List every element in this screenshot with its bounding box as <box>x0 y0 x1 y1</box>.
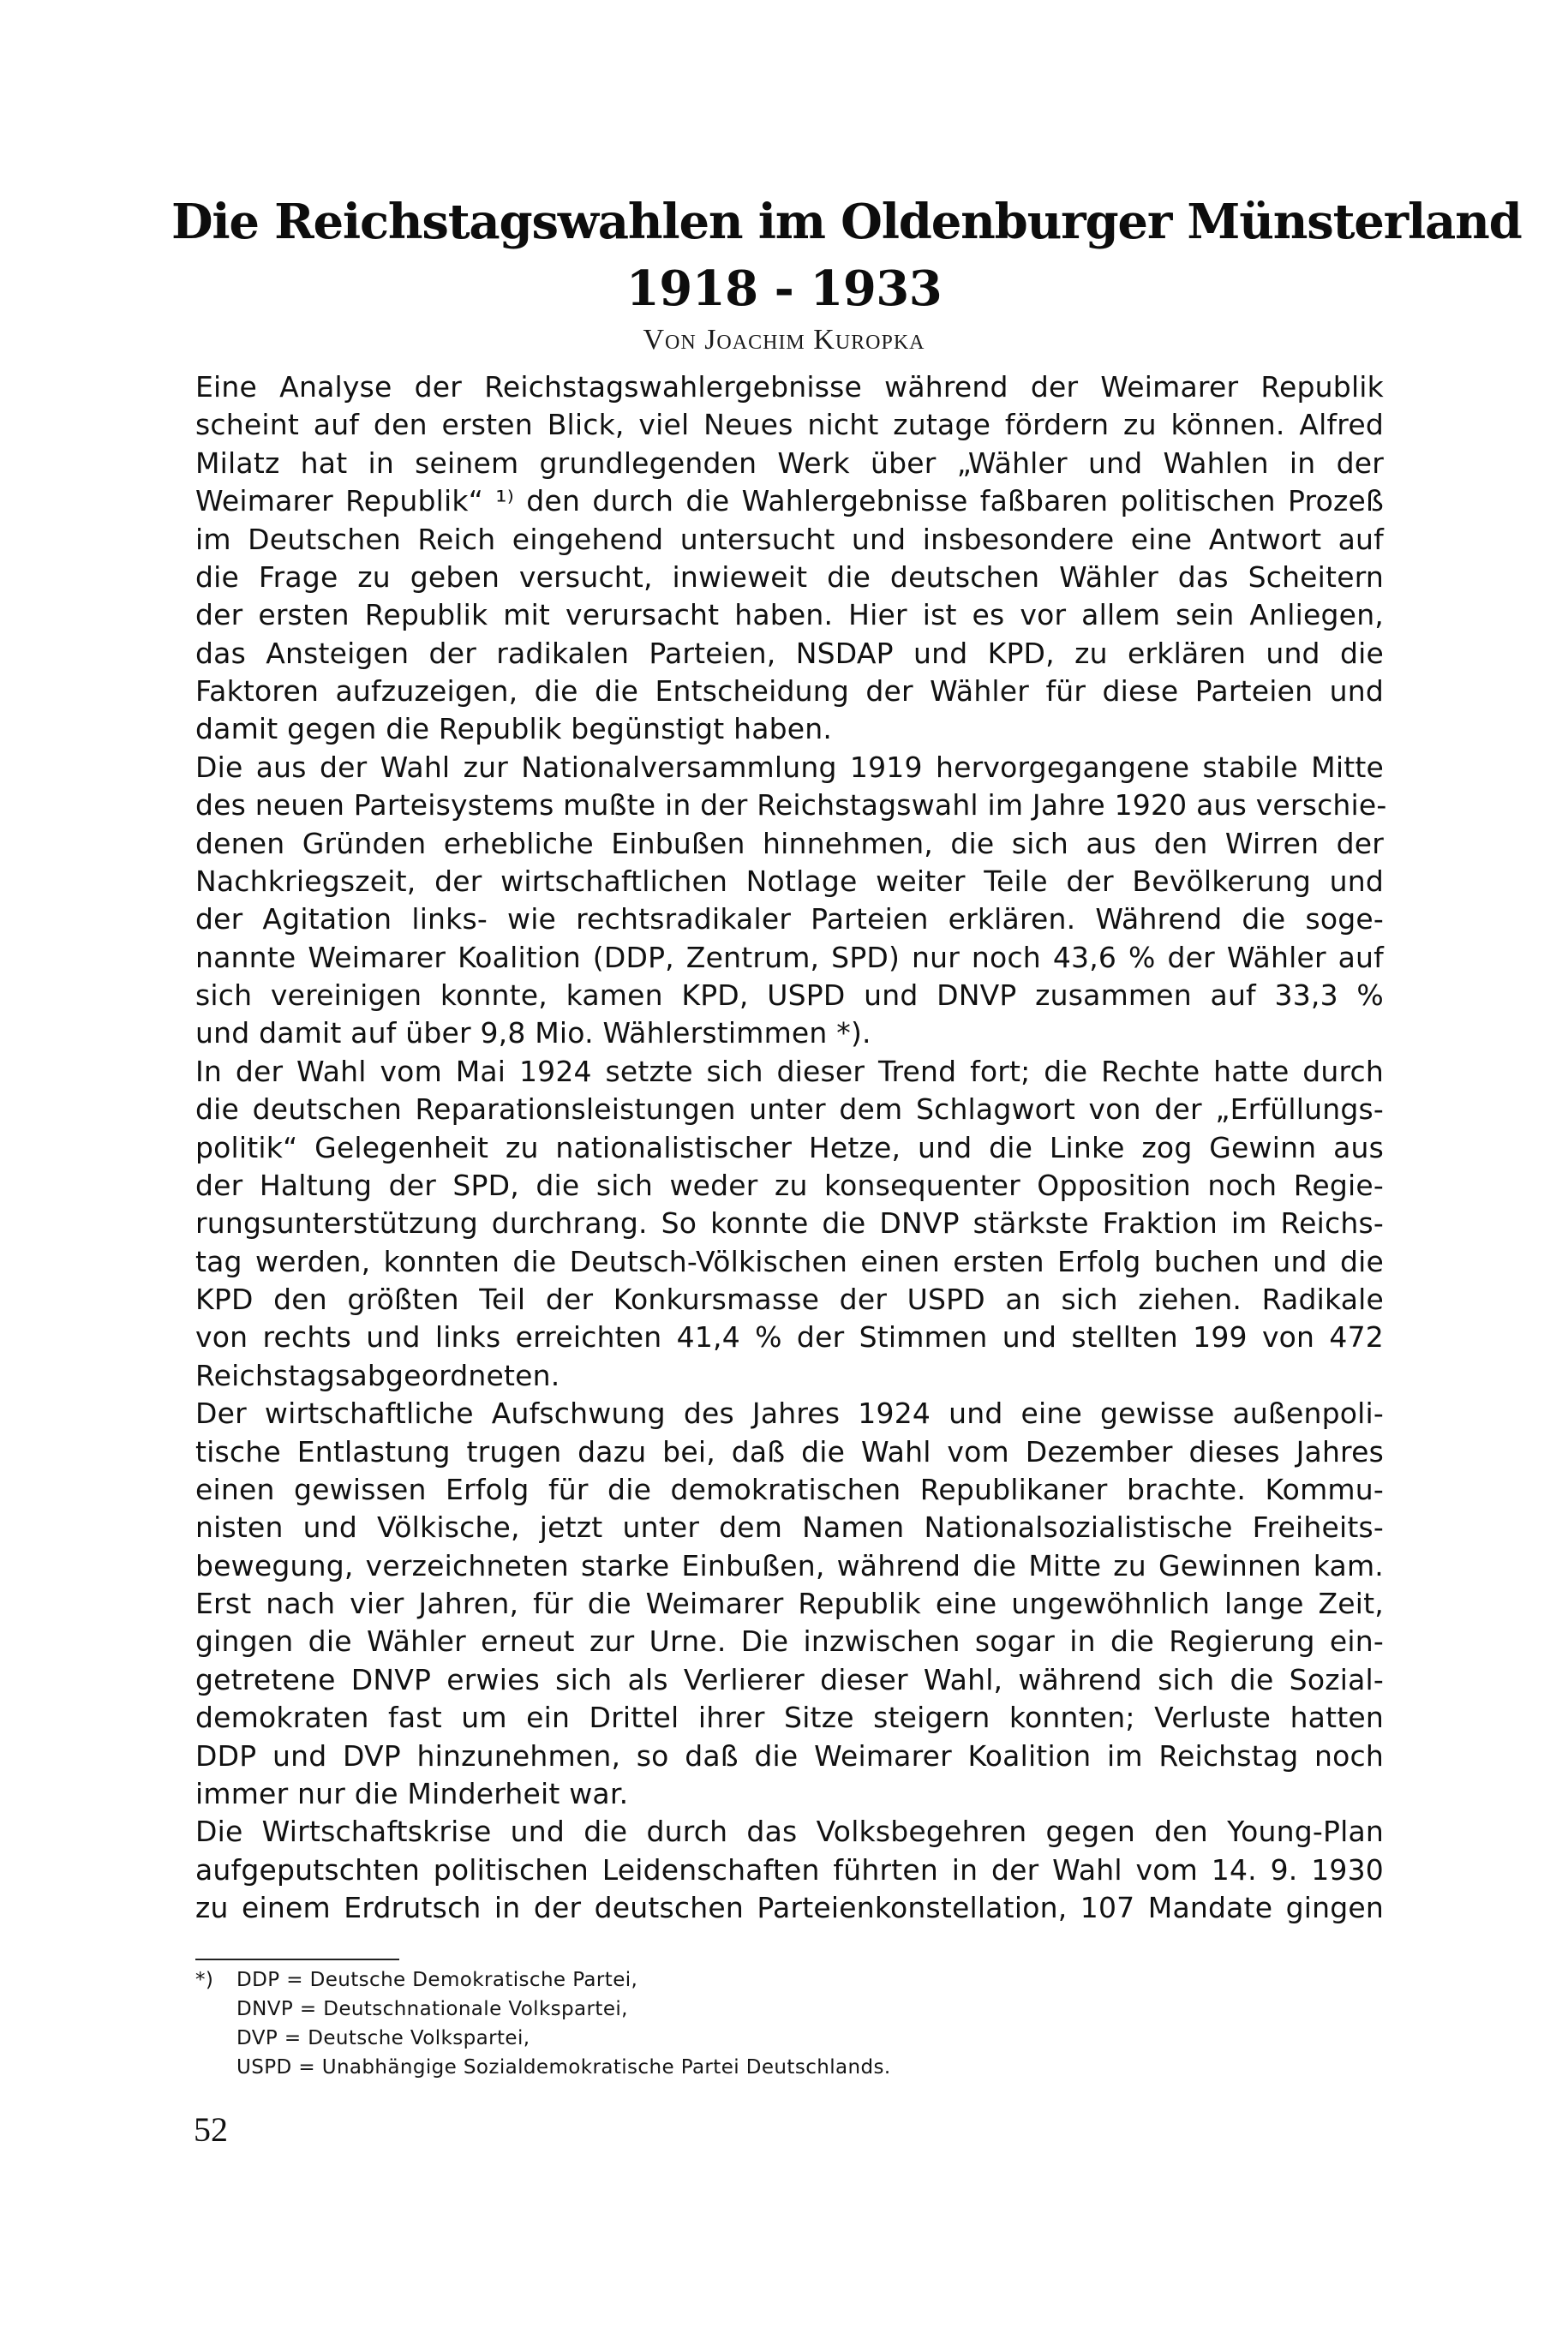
footnote-text: DDP = Deutsche Demokratische Partei, <box>236 1969 638 1991</box>
text-line: Die aus der Wahl zur Nationalversammlung 1919 hervorgegangene stabile Mitte <box>195 750 1384 784</box>
text-line: immer nur die Minderheit war. <box>195 1776 629 1810</box>
text-line: einen gewissen Erfolg für die demokratischen Republikaner brachte. Kommu- <box>195 1472 1384 1506</box>
page-number: 52 <box>194 2110 228 2149</box>
text-line: zu einem Erdrutsch in der deutschen Parteienkonstellation, 107 Mandate gingen <box>195 1891 1384 1924</box>
footnote-line <box>195 2053 1224 2082</box>
text-line: der Haltung der SPD, die sich weder zu konsequenter Opposition noch Regie- <box>195 1168 1384 1202</box>
text-line: Eine Analyse der Reichstagswahlergebnisse während der Weimarer Republik <box>195 370 1384 404</box>
text-line: denen Gründen erhebliche Einbußen hinnehmen, die sich aus den Wirren der <box>195 826 1384 860</box>
text-line: gingen die Wähler erneut zur Urne. Die inzwischen sogar in die Regierung ein- <box>195 1624 1384 1659</box>
text-line: von rechts und links erreichten 41,4 % der Stimmen und stellten 199 von 472 <box>195 1320 1384 1355</box>
text-line: demokraten fast um ein Drittel ihrer Sitze steigern konnten; Verluste hatten <box>195 1701 1384 1735</box>
footnote-text: DNVP = Deutschnationale Volkspartei, <box>236 1998 628 2020</box>
text-line: In der Wahl vom Mai 1924 setzte sich dieser Trend fort; die Rechte hatte durch <box>195 1054 1384 1088</box>
text-line: das Ansteigen der radikalen Parteien, NSDAP und KPD, zu erklären und die <box>195 636 1384 670</box>
text-line: sich vereinigen konnte, kamen KPD, USPD und DNVP zusammen auf 33,3 % <box>195 978 1384 1012</box>
text-line: Die Wirtschaftskrise und die durch das Volksbegehren gegen den Young-Plan <box>195 1815 1384 1849</box>
footnote-text: DVP = Deutsche Volkspartei, <box>236 2027 530 2049</box>
text-line: Weimarer Republik“ ¹⁾ den durch die Wahlergebnisse faßbaren politischen Prozeß <box>195 484 1384 518</box>
text-line: scheint auf den ersten Blick, viel Neues nicht zutage fördern zu können. Alfred <box>195 408 1384 442</box>
text-line: Faktoren aufzuzeigen, die die Entscheidung der Wähler für diese Parteien und <box>195 674 1384 708</box>
text-line: die deutschen Reparationsleistungen unter dem Schlagwort von der „Erfüllungs- <box>195 1092 1384 1127</box>
text-line: der Agitation links- wie rechtsradikaler Parteien erklären. Während die soge- <box>195 902 1384 936</box>
text-line: Reichstagsabgeordneten. <box>195 1358 560 1392</box>
text-line: und damit auf über 9,8 Mio. Wählerstimmen *). <box>195 1016 871 1050</box>
text-line: KPD den größten Teil der Konkursmasse der USPD an sich ziehen. Radikale <box>195 1283 1384 1316</box>
text-line: des neuen Parteisystems mußte in der Reichstagswahl im Jahre 1920 aus verschie- <box>195 788 1387 823</box>
text-line: Nachkriegszeit, der wirtschaftlichen Notlage weiter Teile der Bevölkerung und <box>195 864 1384 898</box>
text-line: DDP und DVP hinzunehmen, so daß die Weimarer Koalition im Reichstag noch <box>195 1738 1384 1773</box>
footnote-divider <box>195 1959 399 1960</box>
article-title: Die Reichstagswahlen im Oldenburger Münsterland <box>171 194 1522 250</box>
text-line: die Frage zu geben versucht, inwieweit die deutschen Wähler das Scheitern <box>195 559 1384 594</box>
text-line: damit gegen die Republik begünstigt haben. <box>195 712 833 746</box>
text-line: tische Entlastung trugen dazu bei, daß die Wahl vom Dezember dieses Jahres <box>195 1434 1384 1469</box>
author-byline: Von Joachim Kuropka <box>643 324 925 356</box>
footnote-marker: *) <box>195 1969 214 1991</box>
footnote-line <box>195 2024 1224 2053</box>
text-line: rungsunterstützung durchrang. So konnte die DNVP stärkste Fraktion im Reichs- <box>195 1206 1384 1241</box>
article-title-years: 1918 - 1933 <box>625 260 943 317</box>
text-line: politik“ Gelegenheit zu nationalistischer Hetze, und die Linke zog Gewinn aus <box>195 1130 1384 1164</box>
footnote-text: USPD = Unabhängige Sozialdemokratische Partei Deutschlands. <box>236 2056 891 2079</box>
text-line: Der wirtschaftliche Aufschwung des Jahres 1924 und eine gewisse außenpoli- <box>195 1397 1384 1431</box>
text-line: der ersten Republik mit verursacht haben. Hier ist es vor allem sein Anliegen, <box>195 598 1384 632</box>
text-line: Milatz hat in seinem grundlegenden Werk über „Wähler und Wahlen in der <box>195 446 1384 480</box>
text-line: getretene DNVP erwies sich als Verlierer dieser Wahl, während sich die Sozial- <box>195 1662 1384 1696</box>
text-line: tag werden, konnten die Deutsch-Völkischen einen ersten Erfolg buchen und die <box>195 1244 1384 1278</box>
text-line: nisten und Völkische, jetzt unter dem Namen Nationalsozialistische Freiheits- <box>195 1510 1384 1545</box>
text-line: Erst nach vier Jahren, für die Weimarer Republik eine ungewöhnlich lange Zeit, <box>195 1587 1384 1620</box>
body-text <box>195 368 1387 1927</box>
footnote-line <box>195 1965 1224 1995</box>
text-line: aufgeputschten politischen Leidenschaften führten in der Wahl vom 14. 9. 1930 <box>195 1852 1384 1887</box>
text-line: bewegung, verzeichneten starke Einbußen, während die Mitte zu Gewinnen kam. <box>195 1548 1384 1582</box>
footnote-line <box>195 1995 1224 2024</box>
text-line: im Deutschen Reich eingehend untersucht und insbesondere eine Antwort auf <box>195 522 1384 556</box>
text-line: nannte Weimarer Koalition (DDP, Zentrum, SPD) nur noch 43,6 % der Wähler auf <box>195 940 1384 974</box>
footnotes <box>195 1965 1224 2082</box>
